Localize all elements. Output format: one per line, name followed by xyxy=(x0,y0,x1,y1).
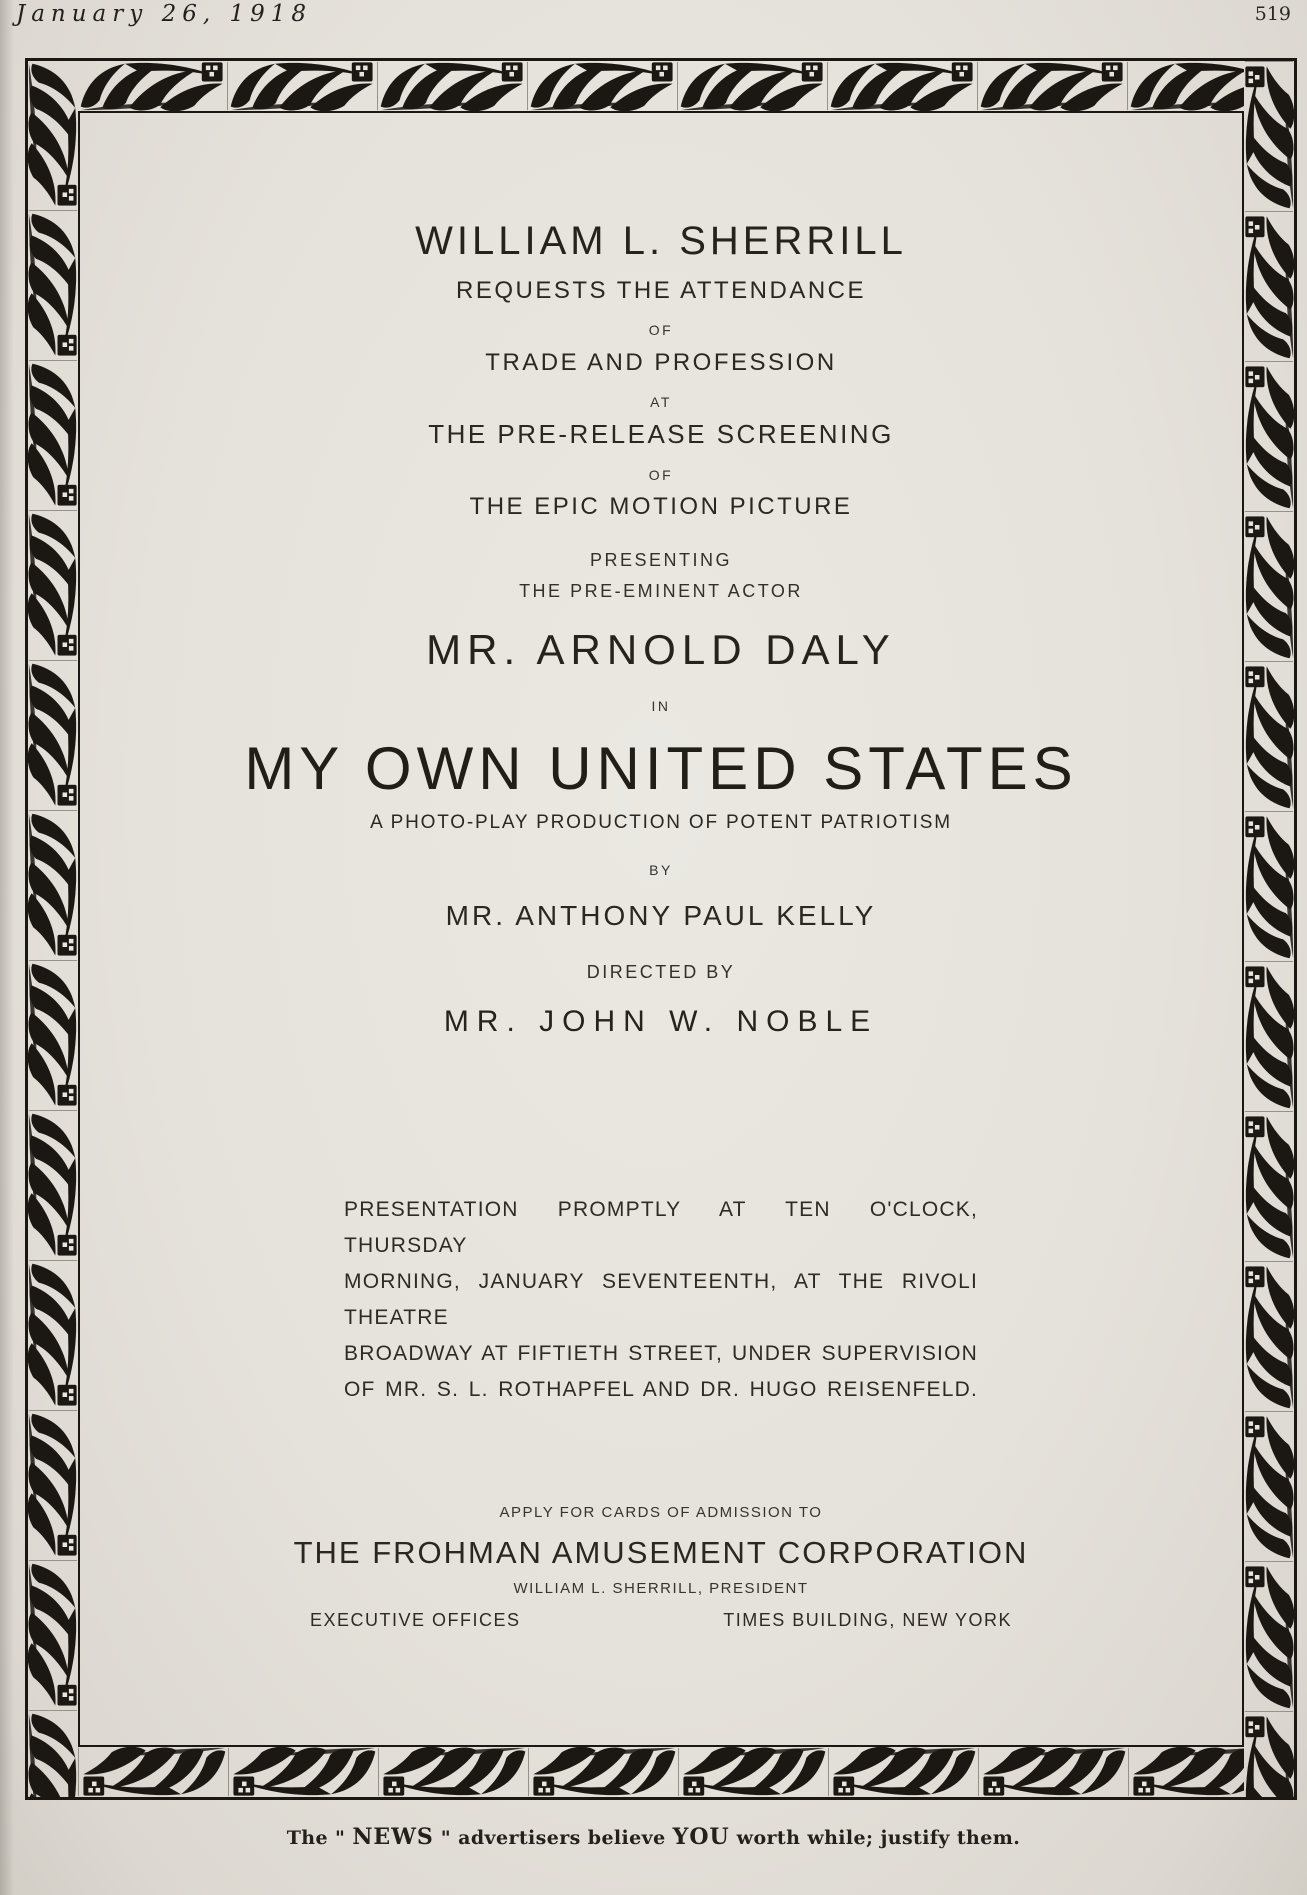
director-name: MR. JOHN W. NOBLE xyxy=(443,1005,879,1038)
actor-intro-line: THE PRE-EMINENT ACTOR xyxy=(519,581,803,601)
audience-line: TRADE AND PROFESSION xyxy=(485,349,837,376)
advertisers-slogan xyxy=(0,1824,1307,1850)
feature-line: THE EPIC MOTION PICTURE xyxy=(469,493,853,520)
of-word-2: OF xyxy=(648,467,674,483)
slogan-part-1: The " xyxy=(286,1827,353,1849)
in-word: IN xyxy=(651,698,671,714)
company-name: THE FROHMAN AMUSEMENT CORPORATION xyxy=(293,1535,1029,1570)
presentation-paragraph xyxy=(80,1192,1242,1408)
presenting-line: PRESENTING xyxy=(589,550,733,570)
offices-row xyxy=(80,1610,1242,1631)
presentation-line-3: BROADWAY AT FIFTIETH STREET, UNDER SUPERVISION xyxy=(344,1342,978,1365)
directed-by-line: DIRECTED BY xyxy=(586,962,736,982)
slogan-part-3: " advertisers believe xyxy=(433,1827,673,1849)
slogan-you-word: YOU xyxy=(672,1824,730,1850)
presentation-line-4: OF MR. S. L. ROTHAPFEL AND DR. HUGO REISENFELD. xyxy=(344,1378,978,1401)
at-word: AT xyxy=(650,394,672,410)
of-word-1: OF xyxy=(648,322,674,338)
presentation-line-2: MORNING, JANUARY SEVENTEENTH, AT THE RIVOLI THEATRE xyxy=(344,1270,978,1329)
by-word: BY xyxy=(649,862,673,878)
film-title: MY OWN UNITED STATES xyxy=(244,735,1078,802)
offices-address: TIMES BUILDING, NEW YORK xyxy=(723,1610,1012,1630)
slogan-news-word: NEWS xyxy=(352,1824,434,1850)
offices-label: EXECUTIVE OFFICES xyxy=(310,1610,521,1630)
actor-name: MR. ARNOLD DALY xyxy=(426,626,896,673)
president-line: WILLIAM L. SHERRILL, PRESIDENT xyxy=(513,1580,809,1597)
host-name: WILLIAM L. SHERRILL xyxy=(415,219,907,263)
apply-line: APPLY FOR CARDS OF ADMISSION TO xyxy=(499,1504,823,1521)
slogan-part-5: worth while; justify them. xyxy=(729,1827,1021,1849)
presentation-line-1: PRESENTATION PROMPTLY AT TEN O'CLOCK, THURSDAY xyxy=(344,1198,978,1257)
scan-edge-shadow xyxy=(0,0,14,1895)
author-name: MR. ANTHONY PAUL KELLY xyxy=(445,900,877,931)
event-line: THE PRE-RELEASE SCREENING xyxy=(428,419,894,449)
requests-line: REQUESTS THE ATTENDANCE xyxy=(456,277,866,304)
film-subtitle: A PHOTO-PLAY PRODUCTION OF POTENT PATRIOTISM xyxy=(370,812,952,833)
page-number: 519 xyxy=(1254,3,1291,25)
issue-date: January 26, 1918 xyxy=(16,1,312,27)
